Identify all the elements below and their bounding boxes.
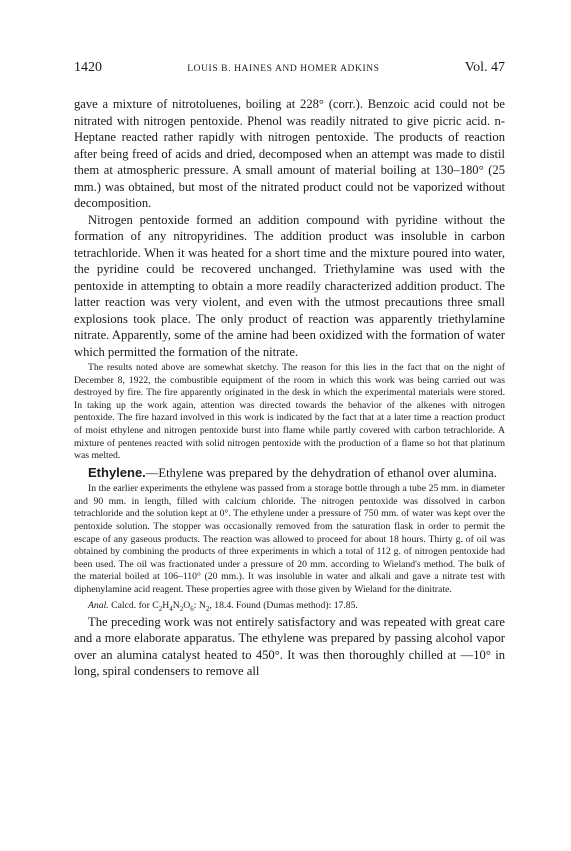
paragraph-repeated-work: The preceding work was not entirely satisfactory and was repeated with great care and a more elaborate apparatus. The ethylene was prepared by passing alcohol vapor over an alumina catalyst heated to 450°. It was then thoroughly chilled at —10° in long, spiral condensers to remove all (74, 614, 505, 679)
section-heading-ethylene: Ethylene. (88, 464, 146, 480)
paragraph-pyridine: Nitrogen pentoxide formed an addition compound with pyridine without the formation of any nitropyridines. The addition product was insoluble in carbon tetrachloride. When it was heated for a short time and the mixture poured into water, the pyridine could be recovered unchanged. Triethylamine was used with the pentoxide in attempting to obtain a more readily characterized addition product. The latter reaction was very violent, and even with the utmost precautions three small explosions took place. The only product of reaction was apparently triethylamine nitrate. Apparently, some of the amine had been oxidized with the formation of water which permitted the formation of the nitrate. (74, 212, 505, 359)
running-header (74, 60, 505, 82)
analysis-line: Anal. Calcd. for $C_2H_4N_2O_6$: $N_2$, 18.4. Found (Dumas method): 17.85. (88, 599, 358, 613)
analysis-label: Anal. (88, 599, 109, 611)
paragraph-nitration-results: gave a mixture of nitrotoluenes, boiling at 228° (corr.). Benzoic acid could not be nitrated with nitrogen pentoxide. Phenol was readily nitrated to give picric acid. n-Heptane reacted rather rapidly with nitrogen pentoxide. The products of reaction after being freed of acids and dried, decomposed when an attempt was made to distil them at atmospheric pressure. A small amount of material boiling at 130–180° (25 mm.) was obtained, but most of the nitrated product could not be vaporized without decomposition. (74, 97, 505, 210)
note-ethylene-experiments: In the earlier experiments the ethylene was passed from a storage bottle through a tube 25 mm. in diameter and 90 mm. in length, filled with calcium chloride. The nitrogen pentoxide was dissolved in carbon tetrachloride and the solution kept at 0°. The ethylene under a pressure of 750 mm. of water was kept over the pentoxide solution. The stopper was occasionally removed from the saturation flask in order to permit the escape of any gaseous products. The reaction was allowed to proceed for about 18 hours. Thirty g. of oil was obtained by combining the products of three experiments in which a total of 112 g. of nitrogen pentoxide had been used. The oil was fractionated under a pressure of 20 mm. according to Wieland's method. The bulk of the material boiled at 106–110° (20 mm.). It was insoluble in water and alkali and gave a nitrate test with diphenylamine acid reagent. These properties agree with those given by Wieland for the dinitrate. (74, 483, 505, 595)
section-ethylene (74, 465, 505, 482)
page-number: 1420 (74, 60, 102, 75)
volume-label: Vol. 47 (464, 60, 505, 75)
note-fire: The results noted above are somewhat sketchy. The reason for this lies in the fact that on the night of December 8, 1922, the combustible equipment of the room in which this work was being carried out was destroyed by fire. The fire apparently originated in the desk in which the experimental materials were stored. In taking up the work again, attention was directed towards the behavior of the alkenes with nitrogen pentoxide. The fire hazard involved in this work is indicated by the fact that at a later time a reaction product of moist ethylene and nitrogen pentoxide burst into flame while partly covered with carbon tetrachloride. A mixture of pentenes reacted with solid nitrogen pentoxide with the production of a flame so hot that platinum was melted. (74, 362, 505, 462)
running-authors: LOUIS B. HAINES AND HOMER ADKINS (187, 64, 380, 74)
section-ethylene-text: —Ethylene was prepared by the dehydration of ethanol over alumina. (145, 465, 497, 480)
